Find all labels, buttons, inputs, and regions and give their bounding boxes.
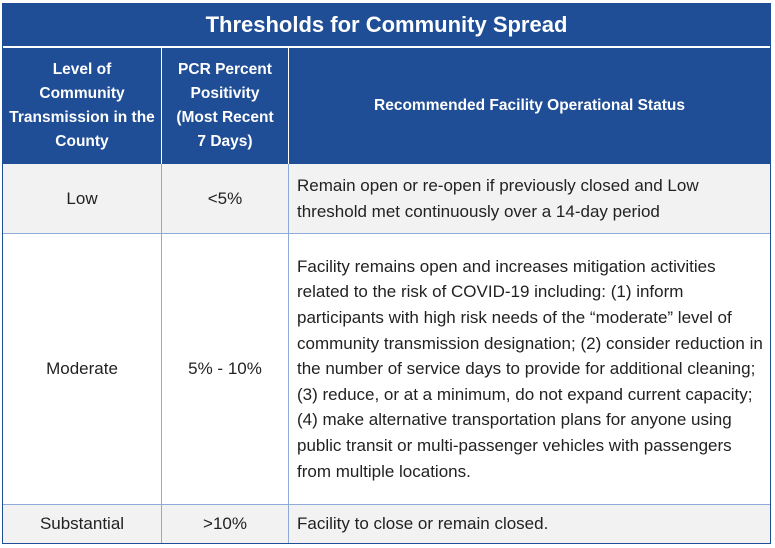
table-row-low-status: Remain open or re-open if previously closed and Low threshold met continuously over a 14-day period xyxy=(289,164,770,234)
table-row-moderate-status: Facility remains open and increases mitigation activities related to the risk of COVID-19 including: (1) inform participants with high risk needs of the “moderate” level of community transmission designation; (2) consider reduction in the number of service days to provide for additional cleaning; (3) reduce, or at a minimum, do not expand current capacity; (4) make alternative transportation plans for anyone using public transit or multi-passenger vehicles with passengers from multiple locations. xyxy=(289,234,770,505)
table-row-low-positivity: <5% xyxy=(162,164,289,234)
column-header-status xyxy=(289,48,770,164)
table-row-substantial-level: Substantial xyxy=(3,505,162,543)
table-row-moderate-positivity: 5% - 10% xyxy=(162,234,289,505)
column-header-level xyxy=(3,48,162,164)
table-row-substantial-positivity: >10% xyxy=(162,505,289,543)
column-header-status-label: Recommended Facility Operational Status xyxy=(374,97,685,114)
table-row-moderate-level: Moderate xyxy=(3,234,162,505)
table-row-substantial-status: Facility to close or remain closed. xyxy=(289,505,770,543)
thresholds-table xyxy=(2,3,771,544)
column-header-positivity xyxy=(162,48,289,164)
table-row-low-level: Low xyxy=(3,164,162,234)
column-header-level-label: Level of Community Transmission in the County xyxy=(9,61,155,150)
table-title: Thresholds for Community Spread xyxy=(3,4,770,48)
column-header-positivity-label: PCR Percent Positivity (Most Recent 7 Days) xyxy=(176,61,274,150)
